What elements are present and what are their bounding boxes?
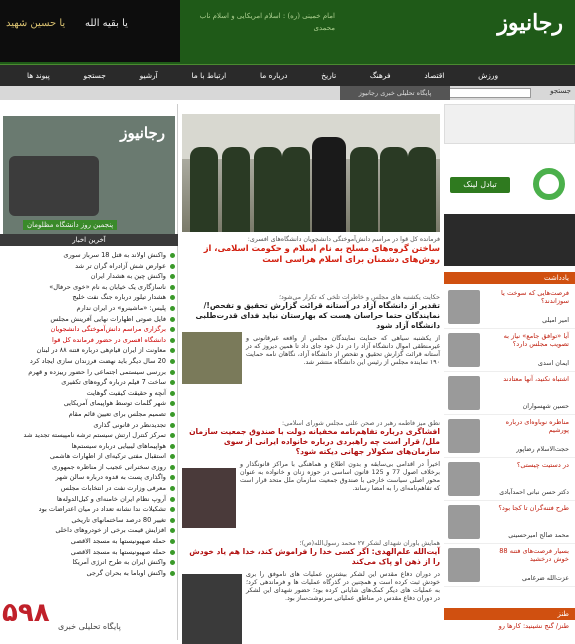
latest-news-item[interactable]: حمله صهیونیستها به مسجد الاقصی (4, 547, 176, 558)
latest-news-item[interactable]: عوارض شش آزادراه گران تر شد (4, 261, 176, 272)
latest-news-item[interactable]: استقبال مفتی ترکیه‌ای از اظهارات هاشمی (4, 451, 176, 462)
watermark-number: ۵۹۸ (2, 598, 50, 628)
promo-logo: رجانیوز (120, 124, 165, 142)
note-title[interactable]: آیا «توافق جامع» نیاز به تصویب مجلس دارد؟ (503, 332, 569, 348)
latest-news-item[interactable]: هواپیماهای لیبیایی درباره سیستم‌ها (4, 441, 176, 452)
banner-text-right: یا بقیه الله (85, 18, 128, 29)
banner-text-left: یا حسین شهید (6, 18, 66, 29)
promo-photo (9, 156, 99, 216)
latest-news-item[interactable]: تجدیدنظر در قانونی گذاری (4, 420, 176, 431)
latest-news-item[interactable]: دانشگاه افسری در حضور فرمانده کل قوا (4, 335, 176, 346)
latest-news-item[interactable]: واکنش اوباما به بحران گرجی (4, 568, 176, 579)
latest-news-item[interactable]: روزی سخنرانی عجیب از مناظره جمهوری (4, 462, 176, 473)
link-exchange-ad[interactable] (444, 162, 575, 208)
note-author: محمد صالح امیرحسینی (508, 532, 569, 539)
latest-news-item[interactable]: واکنش ایران به طرح انرژی آمریکا (4, 557, 176, 568)
main-nav (0, 64, 575, 86)
latest-news-item[interactable]: 20 سال دیگر باید نهضت فرزندان سازی ایجاد کرد (4, 356, 176, 367)
latest-news-item[interactable]: پلیس: «ماشینرو» در ایران ندارم (4, 303, 176, 314)
story-kicker: فرمانده کل قوا در مراسم دانش‌آموختگی دانشجویان دانشگاه‌های افسری: (247, 236, 440, 243)
latest-news-item[interactable]: آنچه و حقیقت کیفیت گوهایت (4, 388, 176, 399)
author-avatar (448, 290, 480, 324)
photo-figure (380, 147, 408, 232)
humor-header: طنز (444, 608, 575, 620)
story-kicker: نطق میز فاطمه رهبر در صحن علنی مجلس شورای اسلامی: (282, 420, 440, 427)
latest-news-item[interactable]: تمرکز کنترل ارتش سیستم ترشه نامپیسته تجدید شد (4, 430, 176, 441)
latest-news-item[interactable]: بررسی سیستمی اجتماعی را حضور رییزده و قهرم (4, 367, 176, 378)
notes-list (444, 286, 575, 587)
note-item[interactable] (444, 544, 575, 587)
author-avatar (448, 376, 480, 410)
recycle-icon (533, 168, 565, 200)
latest-news-item[interactable]: آروپ نظام ایران خامنه‌ای و کیل‌الدوله‌ها (4, 494, 176, 505)
note-title[interactable]: اشتباه نکنید، آنها معتادند (503, 375, 569, 383)
story-thumbnail[interactable] (182, 574, 242, 644)
note-author: ایمان اسدی (538, 360, 569, 367)
latest-news-item[interactable]: معاونت از ایران قیام‌هی درباره فتنه ۸۸ در لبنان (4, 345, 176, 356)
note-item[interactable] (444, 458, 575, 501)
story-headline[interactable]: تقدیر از دانشگاه آزاد در آستانه قرائت گزارش تحقیق و تفحص!/ نمایندگان حتما حراسان هست که بهارستان نباید فدای قدرت‌طلبی دانشگاه آزاد شود (195, 301, 440, 330)
latest-news-item[interactable]: تصمیم مجلس برای تعیین قائم مقام (4, 409, 176, 420)
right-column (444, 104, 575, 640)
latest-news-item[interactable]: هشدار تیلور درباره جنگ نفت خلیج (4, 292, 176, 303)
story-body: اخیراً در اقدامی بی‌سابقه و بدون اطلاع و هماهنگی با مراکز قانونگذار و برخلاف اصول 77 و 125 قانون اساسی در حوزه زنان و خانواده به عنوان محور اصلی سیاست خارجی با صندوق جمعیت سازمان ملل متحد قرار است که تفاهم‌نامه‌ای را به امضا رساند. (240, 461, 440, 492)
author-avatar (448, 548, 480, 582)
nav-item-contact[interactable]: ارتباط با ما (191, 71, 227, 80)
latest-news-item[interactable]: تغییر 80 درصد ساختمانهای تاریخی (4, 515, 176, 526)
story-3 (182, 420, 440, 493)
story-headline[interactable]: آیت‌الله علم‌الهدی: اگر کسی خدا را فراموش کند، خدا هم یاد خودش را از ذهن او پاک می‌کند (189, 547, 440, 566)
note-author: عزت‌الله ضرغامی (522, 575, 569, 582)
photo-figure (254, 147, 282, 232)
nav-item-economy[interactable]: اقتصاد (424, 71, 445, 80)
author-avatar (448, 333, 480, 367)
note-title[interactable]: مناظره نوباوه‌ای درباره پورشیم (505, 418, 569, 434)
latest-news-item[interactable]: واکنش اولاند به قتل 18 سرباز سوری (4, 250, 176, 261)
author-avatar (448, 505, 480, 539)
note-item[interactable] (444, 372, 575, 415)
site-logo[interactable]: رجانیوز (497, 10, 563, 36)
latest-news-item[interactable]: برگزاری مراسم دانش‌آموختگی دانشجویان (4, 324, 176, 335)
humor-item[interactable]: طنز/ گنج نشینید: کارها رو (498, 622, 569, 630)
photo-figure (282, 147, 310, 232)
header-banner (0, 0, 180, 62)
story-headline[interactable]: افشاگری درباره تفاهم‌نامه مخفیانه دولت با صندوق جمعیت سازمان ملل/ قرار است چه راهبردی درباره خانواده ایرانی از سوی سازمان‌های سکولار جهانی دیکته شود؟ (189, 427, 440, 456)
photo-figure (350, 147, 378, 232)
latest-news-item[interactable]: ناسازگاری یک خیابان به نام «خوی حرفال» (4, 282, 176, 293)
note-title[interactable]: فرصت‌هایی که سوخت یا سوزاندند؟ (501, 289, 569, 305)
story-headline[interactable]: ساختن گروه‌های مسلح به نام اسلام و حکومت اسلامی، از روش‌های دشمنان برای اسلام هراسی است (203, 243, 440, 264)
story-body: در دوران دفاع مقدس این لشکر بیشترین عملیات های ناموفق را بری خودش ثبت کرده است و همچنین در گذرگاه عملیات ها و فرماندهی کرد؛ به عملیات های دیگر کمک‌های شایانی کرده بود؛ حضور شهدای این لشکر در دوران دفاع مقدس در مناطق عملیاتی سرنوشت‌ساز بود. (246, 571, 440, 602)
link-exchange-label: تبادل لینک (450, 177, 510, 193)
note-item[interactable] (444, 415, 575, 458)
story-4 (182, 540, 440, 603)
story-kicker: همایش باوران شهدای لشکر ۲۷ محمد رسول‌الله(ص)؛ (299, 540, 440, 547)
photo-figure (190, 147, 218, 232)
lead-story (182, 236, 440, 265)
nav-item-culture[interactable]: فرهنگ (369, 71, 391, 80)
latest-news-item[interactable]: افزایش قیمت برخی از خودروهای داخلی (4, 525, 176, 536)
photo-figure (222, 147, 250, 232)
search-input[interactable] (441, 88, 531, 98)
latest-news-item[interactable]: تشکیلات ندا نشانه تعداد در میان اعتراضات بود (4, 504, 176, 515)
latest-news-header: آخرین اخبار (0, 234, 178, 246)
latest-news-item[interactable]: معرفی وزارت نفت در انتخابات مجلس (4, 483, 176, 494)
note-author: دکتر حسن نبانی احمدآبادی (499, 489, 569, 496)
latest-news-item[interactable]: واکنش چین به هشدار ایران (4, 271, 176, 282)
lead-photo[interactable] (182, 114, 440, 232)
note-title[interactable]: بسیار فرصت‌های فتنه 88 خوش درخشید (499, 547, 569, 563)
promo-image[interactable] (3, 116, 175, 234)
latest-news-item[interactable]: واگذاری پست به قدوه درباره سالن شهر (4, 472, 176, 483)
watermark (0, 598, 125, 640)
nav-item-links[interactable]: پیوند ها (26, 71, 50, 80)
note-author: حجت‌الاسلام رضاپور (516, 446, 569, 453)
note-title[interactable]: طرح فتنه‌گران تا کجا بود؟ (498, 504, 569, 512)
latest-news-item[interactable]: فایل صوتی اظهارات نهایی آفرینش مجلس (4, 314, 176, 325)
nav-item-sport[interactable]: ورزش (478, 71, 499, 80)
nav-item-about[interactable]: درباره ما (259, 71, 288, 80)
archive-strip[interactable]: پایگاه تحلیلی خبری رجانیوز (340, 86, 450, 100)
story-thumbnail[interactable] (182, 332, 242, 384)
note-item[interactable] (444, 286, 575, 329)
author-avatar (448, 462, 480, 496)
ad-banner-1[interactable] (444, 104, 575, 144)
story-thumbnail[interactable] (182, 468, 236, 528)
latest-news-list (4, 250, 176, 578)
note-item[interactable] (444, 501, 575, 544)
note-author: امیر امیلی (542, 317, 569, 324)
latest-news-item[interactable]: ساخت 7 فیلم درباره گروه‌های تکفیری (4, 377, 176, 388)
site-header (0, 0, 575, 64)
nav-item-search[interactable]: جستجو (83, 71, 106, 80)
left-column (0, 104, 178, 640)
header-slogan: امام خمینی (ره) : اسلام امریکایی و اسلام ناب محمدی (199, 12, 335, 32)
photo-figure (312, 137, 346, 232)
note-author: حسین شهسواران (522, 403, 569, 410)
nav-item-history[interactable]: تاریخ (321, 71, 337, 80)
watermark-text: پایگاه تحلیلی خبری (58, 622, 121, 631)
author-avatar (448, 419, 480, 453)
note-item[interactable] (444, 329, 575, 372)
ad-banner-2[interactable] (444, 214, 575, 266)
promo-caption: پنجمین روز دانشگاه مظلومان (23, 220, 117, 230)
latest-news-item[interactable]: حمله صهیونیستها به مسجد الاقصی (4, 536, 176, 547)
notes-header: یادداشت (444, 272, 575, 284)
toolbar (0, 86, 575, 100)
story-kicker: حکایت یکشنبه های مجلس و خاطرات تلخی که تکرار می‌شود؛ (279, 294, 440, 301)
note-title[interactable]: در دستیت چیستی؟ (516, 461, 569, 469)
main-column (182, 104, 440, 640)
nav-item-archive[interactable]: آرشیو (139, 71, 158, 80)
search-label: جستجو (550, 87, 571, 95)
latest-news-item[interactable]: شهر گلمات توسط هواپیمای آمریکایی (4, 398, 176, 409)
photo-figure (408, 147, 436, 232)
story-2 (182, 294, 440, 367)
story-body: از یکشنبه سیاهی که حمایت نمایندگان مجلس از واقعه غیرقانونی و غیرمنطقی اموال دانشگاه آزاد را در دل خود جای داد تا همین دیروز که در آستانه قرائت گزارش تحقیق و تفحص از دانشگاه آزاد، نگاهان نامه حمایت ۱۹۰ نماینده مجلس از رئیس این دانشگاه منتشر شد. (246, 335, 440, 366)
